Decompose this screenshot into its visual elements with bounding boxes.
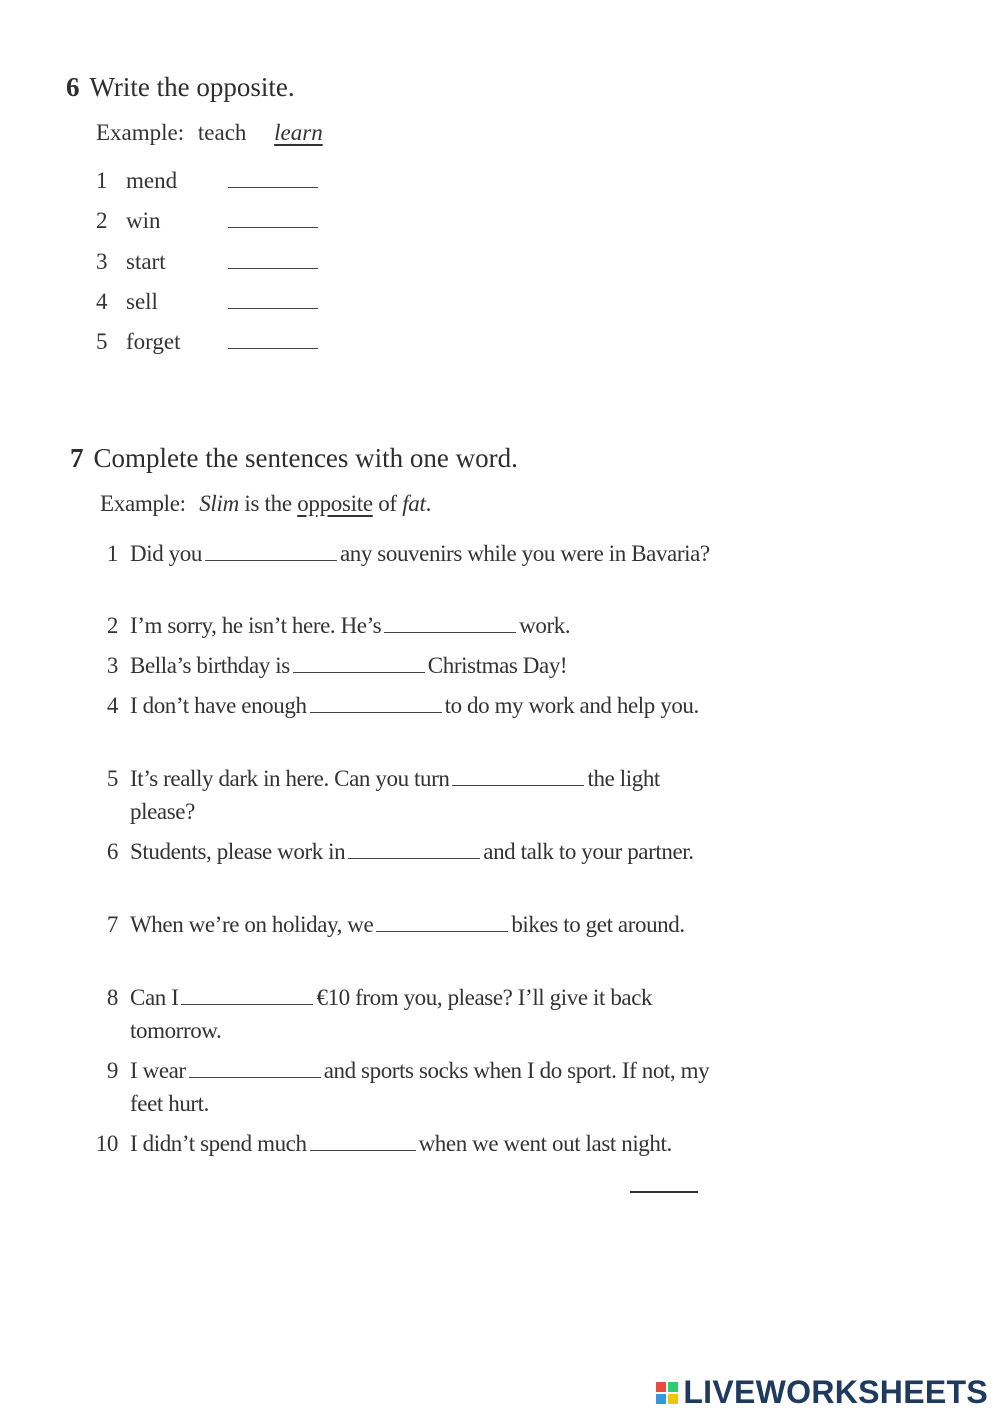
item-number: 2 [96,208,108,233]
item-number: 1 [96,168,108,193]
sentence-end: the light please? [130,766,660,824]
item-number: 10 [95,1131,118,1156]
sentence-start: Students, please work in [130,839,346,864]
example-answer: opposite [297,491,373,516]
sentence-start: Did you [130,541,202,566]
answer-blank[interactable] [348,838,480,859]
example-label: Example: [100,491,186,516]
item-number: 3 [106,653,118,678]
item-number: 4 [106,693,118,718]
example-word: fat [402,491,426,516]
opposite-item [96,248,318,278]
example-word: teach [197,120,247,145]
answer-blank[interactable] [189,1057,321,1078]
exercise-7-example [100,491,431,517]
sentence-end: Christmas Day! [427,653,568,678]
item-word: win [126,208,161,233]
sentence-end: and sports socks when I do sport. If not, my feet hurt. [130,1058,710,1116]
opposite-item [96,207,318,237]
item-number: 2 [106,613,118,638]
exercise-6-example [96,120,323,146]
sentence-start: I don’t have enough [130,693,307,718]
exercise-7-heading [70,443,518,474]
item-word: sell [126,289,158,314]
sentence-start: I’m sorry, he isn’t here. He’s [130,613,382,638]
sentence-end: €10 from you, please? I’ll give it back tomorrow. [130,985,653,1043]
opposite-item [96,167,318,197]
item-number: 5 [106,766,118,791]
sentence-start: It’s really dark in here. Can you turn [130,766,450,791]
example-answer: learn [274,120,323,145]
example-text: of [372,491,403,516]
sentence-end: work. [519,613,571,638]
answer-blank[interactable] [310,692,442,713]
example-word: Slim [199,491,239,516]
item-word: mend [126,168,178,193]
item-number: 4 [96,289,108,314]
answer-blank[interactable] [228,328,318,349]
answer-blank[interactable] [228,288,318,309]
exercise-title: Complete the sentences with one word. [93,443,518,473]
exercise-6-heading [66,72,295,103]
sentence-start: When we’re on holiday, we [130,912,374,937]
sentence-start: Can I [130,985,179,1010]
item-number: 1 [106,541,118,566]
item-number: 5 [96,329,108,354]
sentence-end: to do my work and help you. [444,693,699,718]
item-number: 6 [106,839,118,864]
sentence-end: bikes to get around. [511,912,685,937]
answer-blank[interactable] [310,1130,416,1151]
answer-blank[interactable] [376,911,508,932]
score-line [630,1191,698,1193]
exercise-number: 7 [70,443,84,473]
example-text: . [425,491,432,516]
item-word: start [126,249,166,274]
item-number: 7 [106,912,118,937]
sentence-start: I didn’t spend much [130,1131,307,1156]
answer-blank[interactable] [452,765,584,786]
item-number: 3 [96,249,108,274]
exercise-title: Write the opposite. [89,72,295,102]
sentence-end: any souvenirs while you were in Bavaria? [339,541,710,566]
answer-blank[interactable] [205,540,337,561]
item-word: forget [126,329,181,354]
answer-blank[interactable] [228,248,318,269]
answer-blank[interactable] [228,207,318,228]
answer-blank[interactable] [293,652,425,673]
sentence-end: and talk to your partner. [483,839,694,864]
example-label: Example: [96,120,185,145]
exercise-number: 6 [66,72,80,102]
example-text: is the [238,491,298,516]
sentence-start: Bella’s birthday is [130,653,290,678]
item-number: 8 [106,985,118,1010]
liveworksheets-logo [656,1374,988,1411]
logo-text: LIVEWORKSHEETS [683,1374,988,1410]
answer-blank[interactable] [384,612,516,633]
sentence-end: when we went out last night. [418,1131,672,1156]
opposite-item [96,328,318,358]
item-number: 9 [106,1058,118,1083]
answer-blank[interactable] [181,984,313,1005]
answer-blank[interactable] [228,167,318,188]
logo-squares-icon [656,1382,678,1404]
opposite-item [96,288,318,318]
sentence-start: I wear [130,1058,186,1083]
